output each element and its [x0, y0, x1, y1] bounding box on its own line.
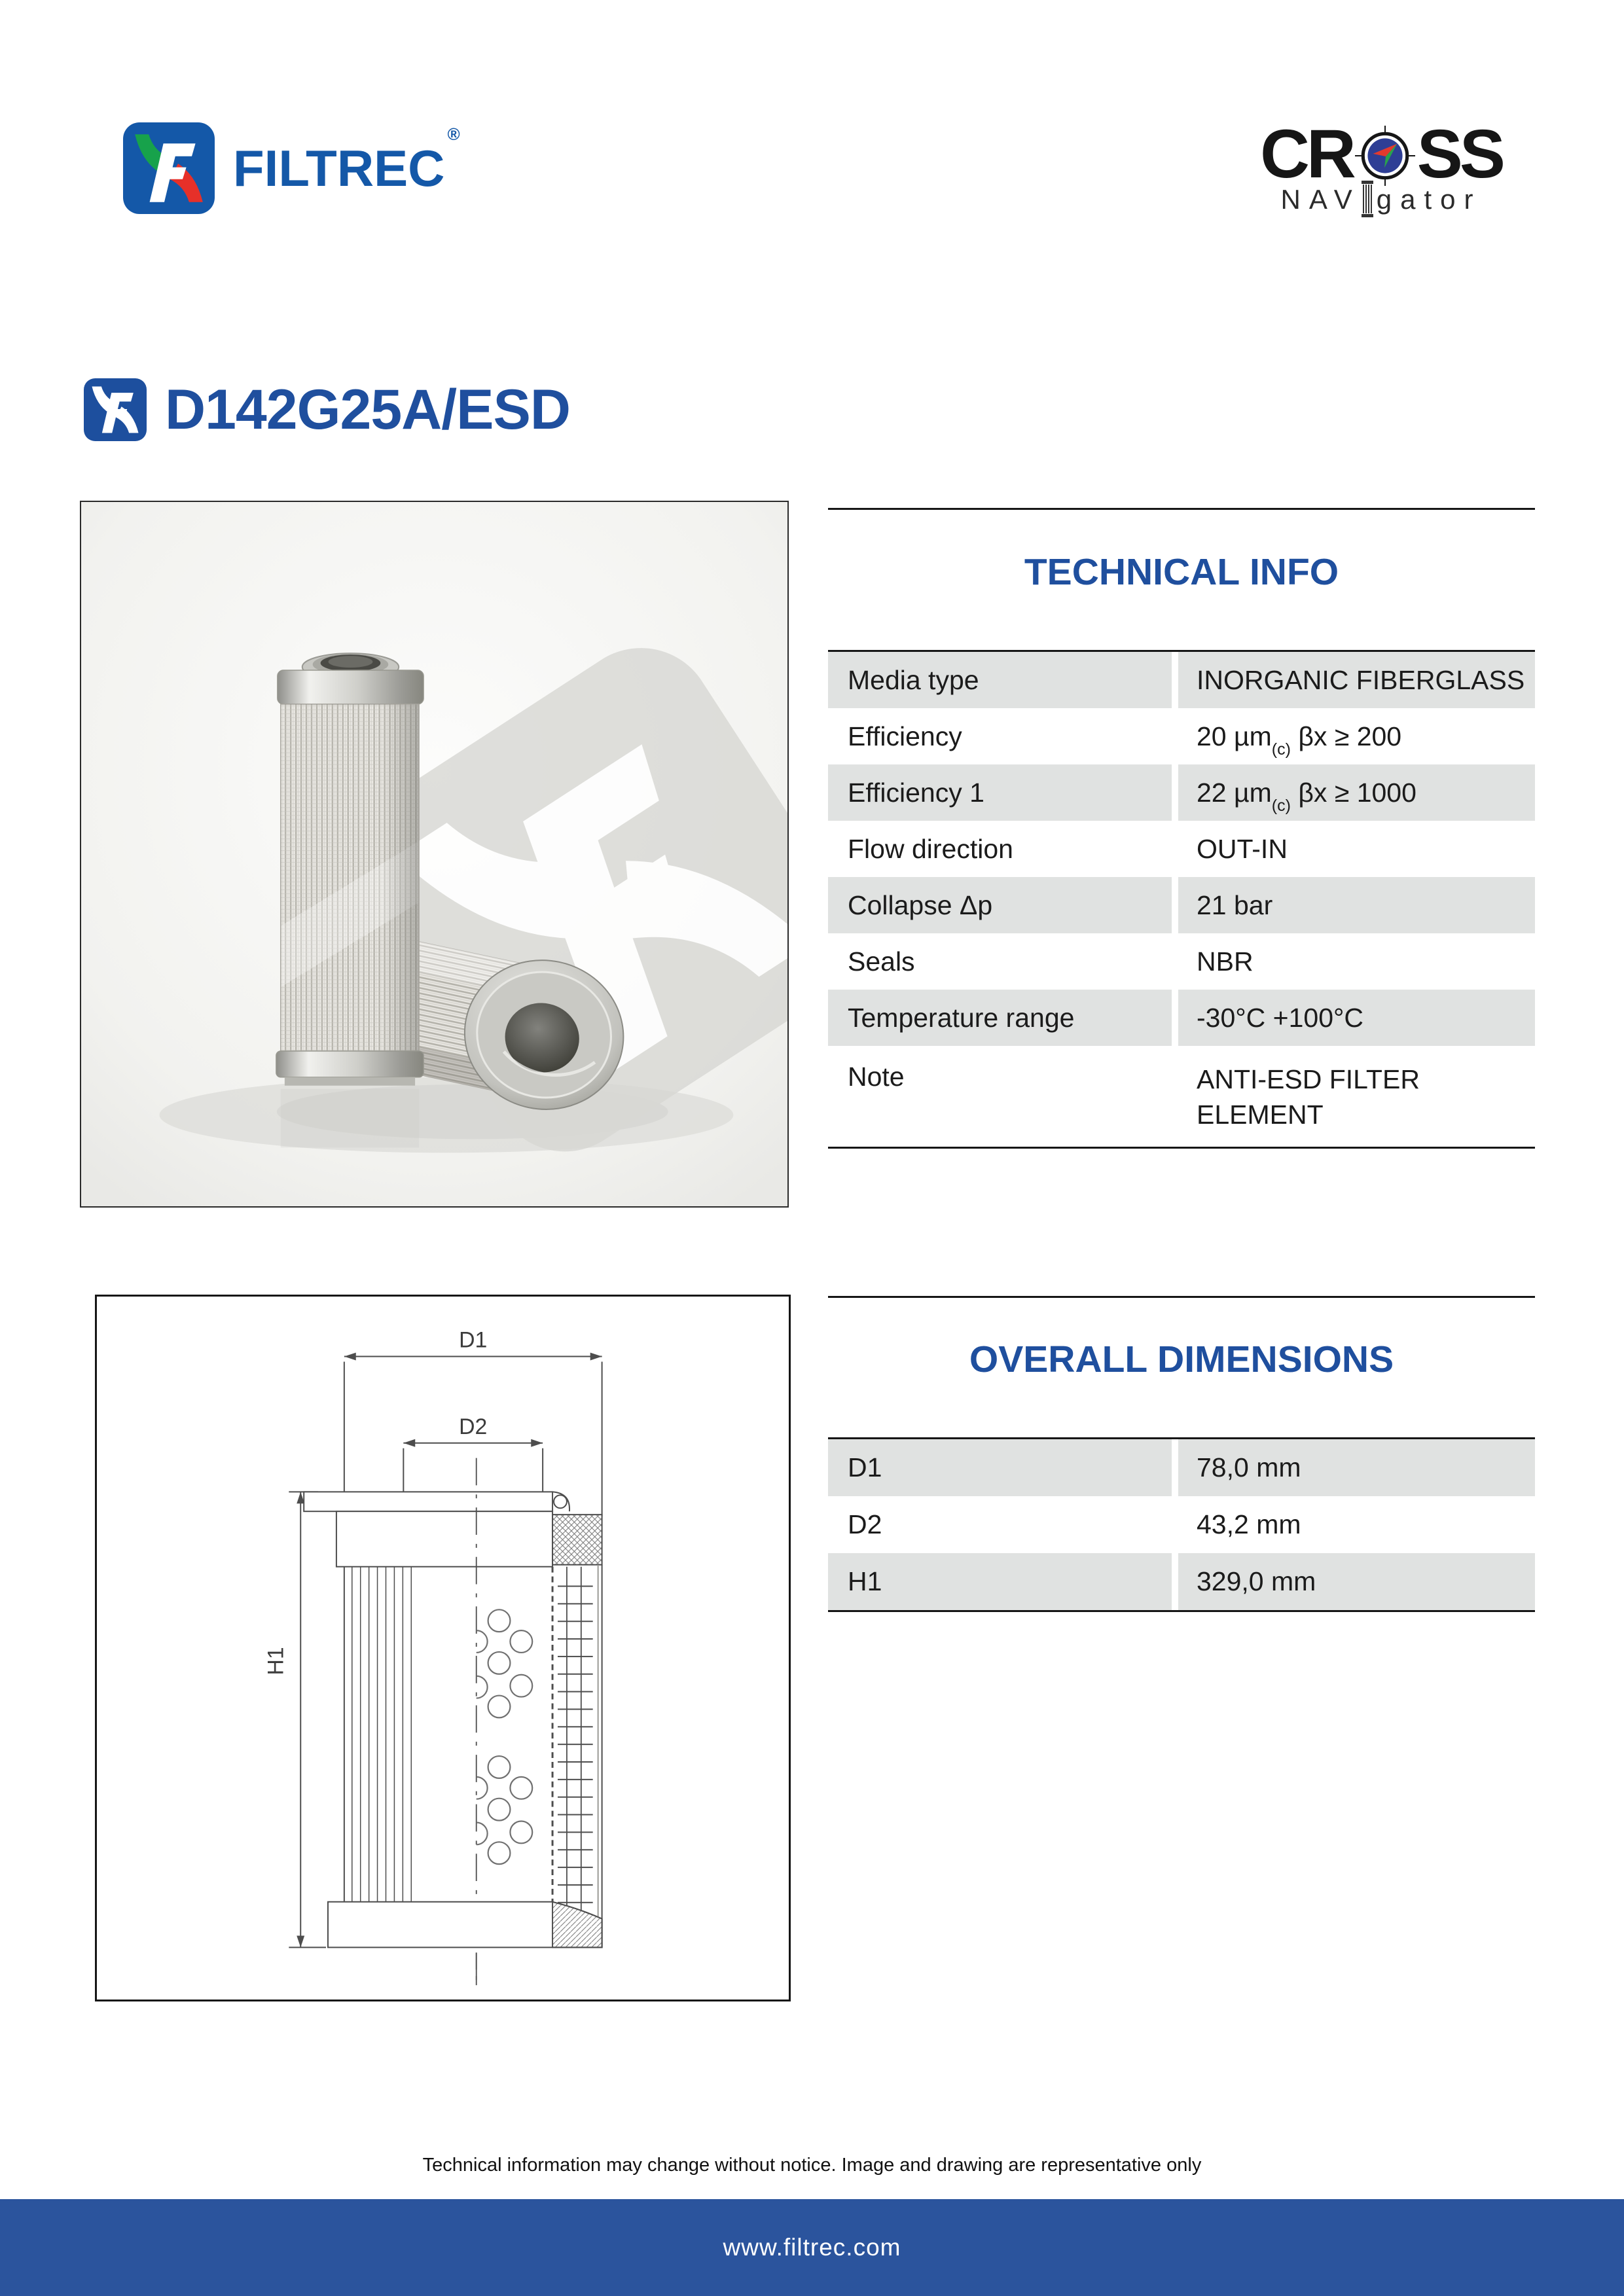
tech-row-label: Media type: [828, 652, 1172, 708]
filtrec-logo-mark-icon: [122, 122, 216, 214]
tech-row-value: 21 bar: [1197, 889, 1273, 920]
cross-logo-nav: NAV: [1280, 184, 1361, 215]
tech-row-label: Note: [828, 1046, 1172, 1147]
dimensions-heading: OVERALL DIMENSIONS: [969, 1338, 1394, 1380]
tech-row-label: Flow direction: [828, 821, 1172, 877]
tech-row-label: Seals: [828, 933, 1172, 990]
table-row: [828, 1496, 1535, 1553]
dimensions-top-rule: [828, 1296, 1535, 1298]
tech-row-value: OUT-IN: [1197, 833, 1288, 864]
dim-row-value: 43,2 mm: [1197, 1509, 1301, 1540]
filtrec-logo: [122, 122, 458, 214]
table-row: [828, 1439, 1535, 1496]
dim-d2-label: D2: [459, 1414, 488, 1439]
compass-icon: [1355, 126, 1415, 186]
product-title-mark-icon: [84, 378, 147, 441]
filtrec-logo-text: [233, 124, 460, 197]
technical-drawing: [95, 1295, 791, 2001]
table-row: [828, 652, 1535, 708]
tech-row-label: Collapse Δp: [828, 877, 1172, 933]
footer-bar: [0, 2199, 1624, 2296]
website-url: www.filtrec.com: [723, 2234, 901, 2261]
tech-row-value: -30°C +100°C: [1197, 1002, 1364, 1033]
product-title-row: [84, 378, 570, 441]
tech-row-value: INORGANIC FIBERGLASS: [1197, 664, 1525, 695]
tech-row-label: Efficiency: [828, 708, 1172, 764]
tech-row-value: ANTI-ESD FILTER ELEMENT: [1197, 1064, 1420, 1130]
cross-logo-line1: [1247, 116, 1515, 192]
cross-navigator-logo: [1247, 116, 1515, 215]
tech-info-table: [828, 650, 1535, 1149]
column-icon: [1361, 181, 1374, 217]
disclaimer-text: Technical information may change without notice. Image and drawing are representative only: [422, 2155, 1202, 2176]
tech-row-value: NBR: [1197, 946, 1254, 977]
table-row: [828, 764, 1535, 821]
dimensions-table: [828, 1437, 1535, 1612]
page-title: D142G25A/ESD: [165, 378, 570, 441]
brand-name: FILTREC: [233, 139, 445, 197]
table-row: [828, 990, 1535, 1046]
tech-info-top-rule: [828, 508, 1535, 510]
registered-mark: ®: [447, 124, 460, 144]
table-row: [828, 933, 1535, 990]
table-row: [828, 708, 1535, 764]
product-image: [80, 501, 789, 1208]
cross-logo-gator: gator: [1376, 184, 1482, 215]
dim-row-label: D1: [828, 1439, 1172, 1496]
table-row: [828, 877, 1535, 933]
cross-logo-left: CR: [1260, 116, 1353, 192]
tech-info-heading: TECHNICAL INFO: [1024, 551, 1339, 593]
dim-row-value: 78,0 mm: [1197, 1452, 1301, 1483]
tech-row-value: 22 µm$_{(c)}$ βx ≥ 1000: [1197, 777, 1416, 815]
dim-d1-label: D1: [459, 1327, 488, 1353]
dim-row-value: 329,0 mm: [1197, 1566, 1316, 1597]
table-row: [828, 1553, 1535, 1610]
table-row: [828, 821, 1535, 877]
dim-row-label: D2: [828, 1496, 1172, 1553]
tech-row-label: Temperature range: [828, 990, 1172, 1046]
dim-row-label: H1: [828, 1553, 1172, 1610]
dim-h1-label: H1: [263, 1647, 289, 1676]
standing-filter-element: [276, 653, 424, 1147]
table-row: [828, 1046, 1535, 1147]
tech-row-label: Efficiency 1: [828, 764, 1172, 821]
tech-row-value: 20 µm$_{(c)}$ βx ≥ 200: [1197, 721, 1402, 759]
cross-logo-right: SS: [1416, 116, 1502, 192]
